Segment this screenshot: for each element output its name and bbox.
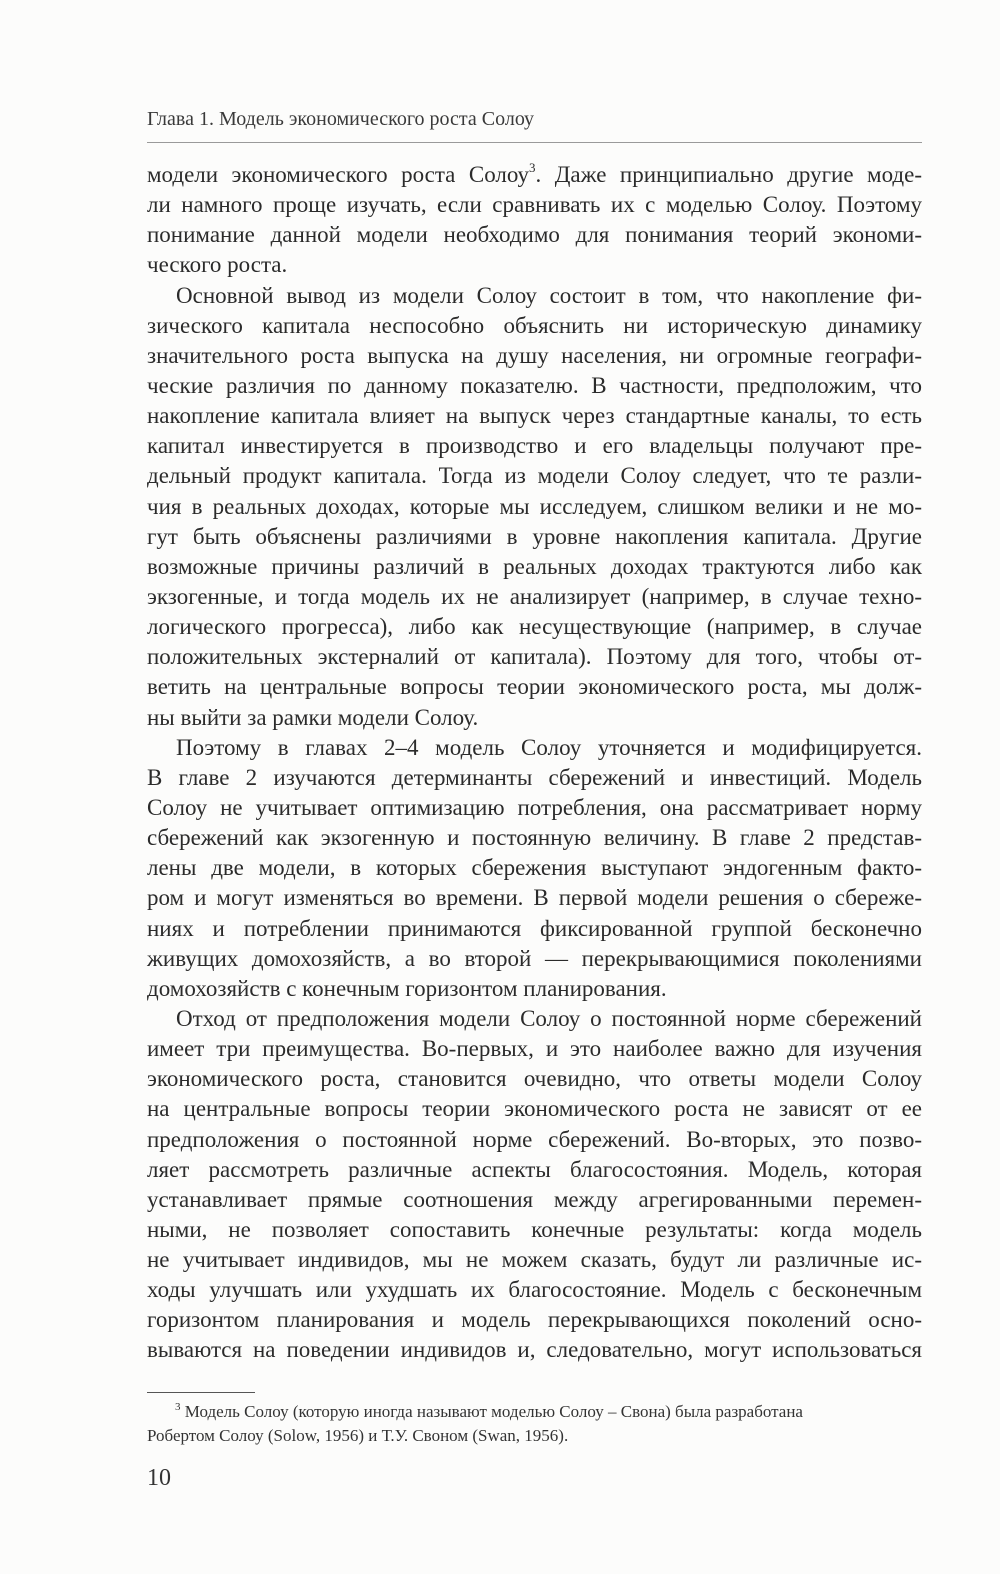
text-line: ром и могут изменяться во времени. В первой модели решения о сбереже- [147, 885, 922, 911]
text-line: гут быть объяснены различиями в уровне накопления капитала. Другие [147, 523, 922, 549]
text-line: ческого роста. [147, 252, 288, 278]
text-line: ляет рассмотреть различные аспекты благосостояния. Модель, которая [147, 1156, 922, 1182]
text-line: ветить на центральные вопросы теории экономического роста, мы долж- [147, 674, 922, 700]
text-line: Основной вывод из модели Солоу состоит в том, что накопление фи- [176, 282, 922, 308]
text-line: ниях и потреблении принимаются фиксированной группой бесконечно [147, 915, 922, 941]
text-segment: . Даже принципиально другие моде- [535, 162, 922, 187]
text-line: Отход от предположения модели Солоу о постоянной норме сбережений [176, 1005, 922, 1031]
text-line: лены две модели, в которых сбережения выступают эндогенным факто- [147, 855, 922, 881]
running-header: Глава 1. Модель экономического роста Солоу [147, 108, 535, 130]
text-line: ными, не позволяет сопоставить конечные результаты: когда модель [147, 1216, 922, 1242]
text-line: значительного роста выпуска на душу населения, ни огромные географи- [147, 342, 922, 368]
text-line: экономического роста, становится очевидно, что ответы модели Солоу [147, 1066, 922, 1092]
text-line: накопление капитала влияет на выпуск через стандартные каналы, то есть [147, 403, 922, 429]
paragraph [147, 281, 922, 733]
text-segment: модели экономического роста Солоу [147, 162, 529, 187]
text-line: вываются на поведении индивидов и, следовательно, могут использоваться [147, 1337, 922, 1363]
text-line: живущих домохозяйств, а во второй — перекрывающимися поколениями [147, 945, 922, 971]
text-line: В главе 2 изучаются детерминанты сбережений и инвестиций. Модель [147, 764, 922, 790]
footnote [147, 1400, 922, 1448]
text-line: Поэтому в главах 2–4 модель Солоу уточняется и модифицируется. [176, 734, 922, 760]
text-line: понимание данной модели необходимо для понимания теорий экономи- [147, 222, 922, 248]
text-line: ли намного проще изучать, если сравнивать их с моделью Солоу. Поэтому [147, 192, 922, 218]
body-text [147, 160, 922, 1366]
text-line: на центральные вопросы теории экономического роста не зависят от ее [147, 1096, 922, 1122]
text-line: положительных экстерналий от капитала). Поэтому для того, чтобы от- [147, 644, 922, 670]
footnote-reference: 3 [529, 160, 536, 175]
text-line: ходы улучшать или ухудшать их благосостояние. Модель с бесконечным [147, 1277, 922, 1303]
text-line: сбережений как экзогенную и постоянную величину. В главе 2 представ- [147, 825, 922, 851]
text-line [147, 160, 922, 190]
text-line: экзогенные, и тогда модель их не анализирует (например, в случае техно- [147, 583, 922, 609]
text-line: Солоу не учитывает оптимизацию потребления, она рассматривает норму [147, 794, 922, 820]
text-line: горизонтом планирования и модель перекрывающихся поколений осно- [147, 1307, 922, 1333]
text-line: домохозяйств с конечным горизонтом планирования. [147, 975, 667, 1001]
text-line: зического капитала неспособно объяснить ни историческую динамику [147, 312, 922, 338]
footnote-line: Робертом Солоу (Solow, 1956) и Т.У. Своном (Swan, 1956). [147, 1426, 569, 1445]
page-number: 10 [147, 1465, 171, 1491]
footnote-marker: 3 [175, 1401, 181, 1413]
paragraph [147, 733, 922, 1004]
text-line: логического прогресса), либо как несуществующие (например, в случае [147, 614, 922, 640]
text-line: возможные причины различий в реальных доходах трактуются либо как [147, 553, 922, 579]
text-line: чия в реальных доходах, которые мы исследуем, слишком велики и не мо- [147, 493, 922, 519]
footnote-line [147, 1400, 922, 1424]
paragraph [147, 1004, 922, 1366]
text-line: устанавливает прямые соотношения между агрегированными перемен- [147, 1186, 922, 1212]
text-line: капитал инвестируется в производство и его владельцы получают пре- [147, 433, 922, 459]
footnote-divider [147, 1392, 255, 1393]
text-line: предположения о постоянной норме сбережений. Во-вторых, это позво- [147, 1126, 922, 1152]
text-line: имеет три преимущества. Во-первых, и это наиболее важно для изучения [147, 1036, 922, 1062]
text-line: не учитывает индивидов, мы не можем сказать, будут ли различные ис- [147, 1247, 922, 1273]
text-line: ны выйти за рамки модели Солоу. [147, 704, 479, 730]
footnote-text: Модель Солоу (которую иногда называют моделью Солоу – Свона) была разработана [180, 1402, 803, 1421]
text-line: ческие различия по данному показателю. В частности, предположим, что [147, 372, 922, 398]
text-line: дельный продукт капитала. Тогда из модели Солоу следует, что те разли- [147, 463, 922, 489]
paragraph [147, 160, 922, 281]
header-divider [147, 142, 922, 143]
